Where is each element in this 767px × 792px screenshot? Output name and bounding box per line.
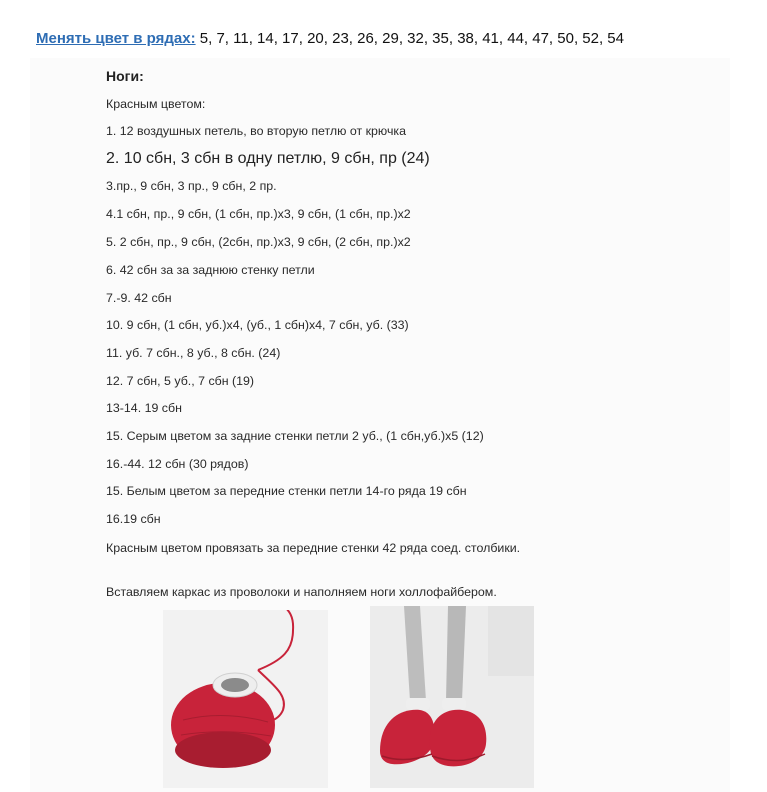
pattern-line: 12. 7 сбн, 5 уб., 7 сбн (19) — [106, 374, 255, 388]
legs-photo — [370, 606, 534, 788]
section-title: Ноги: — [106, 68, 144, 84]
pattern-line: Красным цветом: — [106, 97, 206, 111]
pattern-scan — [30, 58, 730, 792]
pattern-line: 13-14. 19 сбн — [106, 401, 182, 415]
legs-illustration — [370, 606, 534, 788]
pattern-line: 7.-9. 42 сбн — [106, 291, 172, 305]
shoe-illustration — [163, 610, 328, 788]
pattern-line: Красным цветом провязать за передние стенки 42 ряда соед. столбики. — [106, 541, 521, 555]
pattern-line: 1. 12 воздушных петель, во вторую петлю от крючка — [106, 124, 406, 138]
pattern-line: 4.1 сбн, пр., 9 сбн, (1 сбн, пр.)х3, 9 сбн, (1 сбн, пр.)х2 — [106, 207, 411, 221]
pattern-line: 16.-44. 12 сбн (30 рядов) — [106, 457, 249, 471]
color-change-link[interactable]: Менять цвет в рядах: — [36, 30, 196, 47]
shoe-photo — [163, 610, 328, 788]
color-change-rows — [36, 30, 624, 47]
pattern-line: 11. уб. 7 сбн., 8 уб., 8 сбн. (24) — [106, 346, 281, 360]
color-change-row-list: 5, 7, 11, 14, 17, 20, 23, 26, 29, 32, 35, 38, 41, 44, 47, 50, 52, 54 — [195, 30, 624, 47]
pattern-line: 2. 10 сбн, 3 сбн в одну петлю, 9 сбн, пр (24) — [106, 150, 430, 167]
pattern-line: 6. 42 сбн за за заднюю стенку петли — [106, 263, 315, 277]
pattern-line: 5. 2 сбн, пр., 9 сбн, (2сбн, пр.)х3, 9 сбн, (2 сбн, пр.)х2 — [106, 235, 411, 249]
pattern-line: Вставляем каркас из проволоки и наполняем ноги холлофайбером. — [106, 585, 497, 599]
pattern-line: 3.пр., 9 сбн, 3 пр., 9 сбн, 2 пр. — [106, 179, 277, 193]
pattern-line: 15. Серым цветом за задние стенки петли 2 уб., (1 сбн,уб.)х5 (12) — [106, 429, 484, 443]
pattern-line: 16.19 сбн — [106, 512, 161, 526]
pattern-line: 15. Белым цветом за передние стенки петли 14-го ряда 19 сбн — [106, 484, 467, 498]
pattern-line: 10. 9 сбн, (1 сбн, уб.)х4, (уб., 1 сбн)х4, 7 сбн, уб. (33) — [106, 318, 409, 332]
